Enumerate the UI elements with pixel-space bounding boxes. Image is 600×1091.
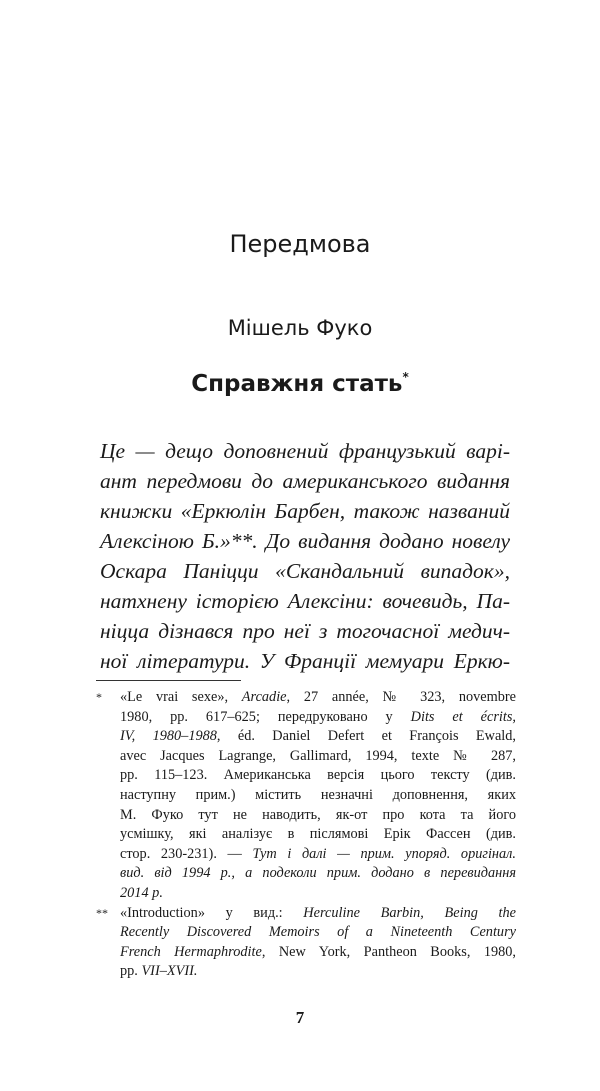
footnote-line — [120, 943, 516, 963]
footnote-text: 1980, pp. 617–625; передруковано у — [120, 708, 411, 725]
footnote-text: 2014 р. — [120, 884, 163, 901]
footnote-line — [120, 806, 516, 826]
footnote-text: pp. — [120, 963, 142, 980]
body-line: Алексіною Б.»**. До видання додано новелу — [100, 529, 510, 553]
footnote-line — [120, 747, 516, 767]
footnote — [96, 904, 516, 982]
footnote-line — [120, 864, 516, 884]
footnote-text: Herculine Barbin, Being the — [303, 904, 516, 921]
body-paragraph — [100, 436, 510, 676]
footnote-text: avec Jacques Lagrange, Gallimard, 1994, texte № 287, — [120, 747, 516, 764]
author-name: Мішель Фуко — [227, 316, 373, 340]
footnote-line — [120, 923, 516, 943]
footnote-text: French Hermaphrodite — [120, 943, 262, 960]
footnote-line — [120, 708, 516, 728]
footnote-line — [120, 962, 516, 982]
footnote-text: вид. від 1994 р., а подеколи прим. додано в перевидання — [120, 865, 516, 882]
footnote-line — [120, 845, 516, 865]
chapter-title — [0, 370, 600, 397]
footnote-text: VII–XVII. — [141, 963, 198, 980]
footnote-line — [120, 766, 516, 786]
section-heading: Передмова — [229, 230, 371, 258]
footnote-text: «Le vrai sexe», — [120, 689, 242, 705]
footnote-text: Тут і далі — прим. упоряд. оригінал. — [252, 845, 516, 862]
footnote-line — [120, 904, 516, 924]
body-line: книжки «Еркюлін Барбен, також названий — [100, 499, 510, 523]
footnote-line — [120, 688, 516, 708]
chapter-title-text: Справжня стать — [191, 371, 403, 397]
footnote-ref: * — [402, 370, 409, 384]
footnote-text: , 27 année, № 323, novembre — [286, 689, 516, 705]
footnote-text: Dits et écrits, — [410, 708, 516, 725]
footnote-text: наступну прим.) містить незначні доповнення, яких — [120, 786, 516, 803]
footnote-line — [120, 884, 516, 904]
footnote-text: стор. 230-231). — — [120, 845, 253, 862]
footnote-mark: ** — [96, 905, 108, 920]
footnote-mark: * — [96, 690, 102, 704]
footnote-line — [120, 786, 516, 806]
footnote-text: Arcadie — [241, 689, 287, 705]
body-line: ної літератури. У Франції мемуари Еркю- — [100, 649, 510, 673]
body-line: Оскара Паніцци «Скандальний випадок», — [100, 559, 510, 583]
footnote-text: pp. 115–123. Американська версія цього тексту (див. — [120, 767, 516, 784]
footnote-text: М. Фуко тут не наводить, як-от про кота та його — [120, 806, 516, 823]
footnote-line — [120, 825, 516, 845]
footnote — [96, 688, 516, 904]
footnote-text: , New York, Pantheon Books, 1980, — [261, 943, 517, 960]
footnote-text: «Introduction» у вид.: — [120, 904, 304, 921]
body-line: ніцца дізнався про неї з тогочасної медич- — [100, 619, 510, 643]
footnote-text: Recently Discovered Memoirs of a Nineteenth Century — [120, 924, 516, 941]
body-line: Це — дещо доповнений французький варі- — [100, 439, 510, 463]
body-line: ант передмови до американського видання — [100, 469, 510, 493]
footnotes — [96, 688, 516, 982]
footnote-line — [120, 727, 516, 747]
footnote-text: усмішку, які аналізує в післямові Ерік Фассен (див. — [120, 826, 516, 843]
footnote-text: IV, 1980–1988 — [120, 728, 217, 745]
footnote-divider — [96, 680, 241, 681]
body-line: натхнену історією Алексіни: вочевидь, Па- — [100, 589, 510, 613]
page-number: 7 — [295, 1008, 305, 1027]
footnote-text: , éd. Daniel Defert et François Ewald, — [216, 728, 516, 745]
